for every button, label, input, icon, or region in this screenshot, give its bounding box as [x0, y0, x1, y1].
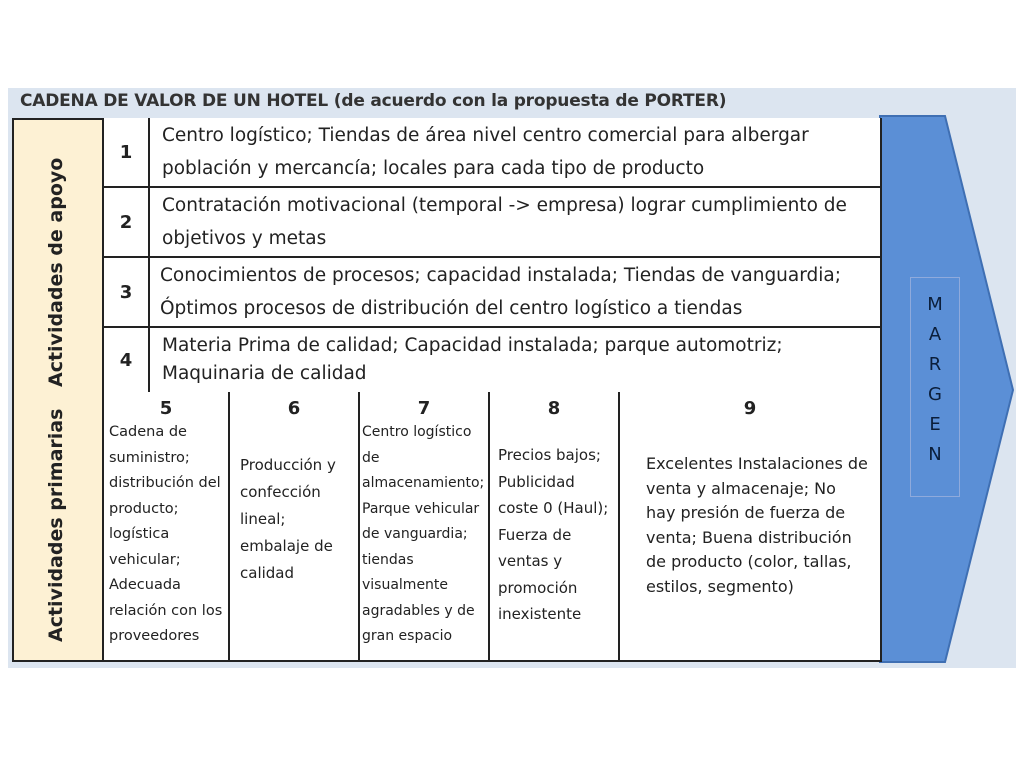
diagram-title: CADENA DE VALOR DE UN HOTEL (de acuerdo con la propuesta de PORTER) — [20, 91, 727, 111]
primary-col-number: 6 — [287, 398, 301, 419]
primary-col-text: Precios bajos; Publicidad coste 0 (Haul); Fuerza de ventas y promoción inexistente — [498, 446, 609, 623]
margin-label-box — [910, 277, 960, 497]
support-row-text: Contratación motivacional (temporal -> empresa) lograr cumplimiento de objetivos y metas — [162, 195, 847, 249]
margin-letter: E — [929, 414, 941, 435]
support-row-number: 4 — [104, 328, 150, 392]
support-row-text: Materia Prima de calidad; Capacidad instalada; parque automotriz; Maquinaria de calidad — [162, 335, 783, 384]
primary-col-number: 5 — [159, 398, 173, 419]
support-row-1 — [104, 118, 882, 188]
support-row-text: Conocimientos de procesos; capacidad instalada; Tiendas de vanguardia; Óptimos procesos de distribución del centro logístico a tiendas — [160, 265, 841, 319]
margin-letter: M — [927, 294, 943, 315]
support-row-3 — [104, 258, 882, 328]
primary-col-7 — [360, 392, 490, 662]
primary-activities-label: Actividades primarias — [45, 408, 67, 642]
primary-col-6 — [230, 392, 360, 662]
primary-col-text: Excelentes Instalaciones de venta y almacenaje; No hay presión de fuerza de venta; Buena distribución de producto (color, tallas, estilos, segmento) — [646, 454, 868, 596]
support-row-text: Centro logístico; Tiendas de área nivel centro comercial para albergar población y mercancía; locales para cada tipo de producto — [162, 125, 809, 179]
support-row-number: 3 — [104, 258, 150, 326]
primary-col-number: 9 — [743, 398, 757, 419]
support-row-number: 1 — [104, 118, 150, 186]
primary-col-8 — [490, 392, 620, 662]
margin-letter: N — [928, 444, 942, 465]
primary-col-text: Centro logístico de almacenamiento; Parque vehicular de vanguardia; tiendas visualmente agradables y de gran espacio — [362, 424, 485, 644]
primary-col-number: 7 — [417, 398, 431, 419]
margin-letter: R — [928, 354, 942, 375]
margin-letter: G — [928, 384, 942, 405]
support-row-2 — [104, 188, 882, 258]
primary-col-text: Cadena de suministro; distribución del producto; logística vehicular; Adecuada relación con los proveedores — [109, 424, 223, 644]
support-row-4 — [104, 328, 882, 394]
support-activities-label: Actividades de apoyo — [45, 157, 67, 387]
primary-col-9 — [620, 392, 882, 662]
primary-col-number: 8 — [547, 398, 561, 419]
primary-col-5 — [104, 392, 230, 662]
margin-letter: A — [928, 324, 942, 345]
primary-col-text: Producción y confección lineal; embalaje de calidad — [240, 456, 336, 582]
support-row-number: 2 — [104, 188, 150, 256]
